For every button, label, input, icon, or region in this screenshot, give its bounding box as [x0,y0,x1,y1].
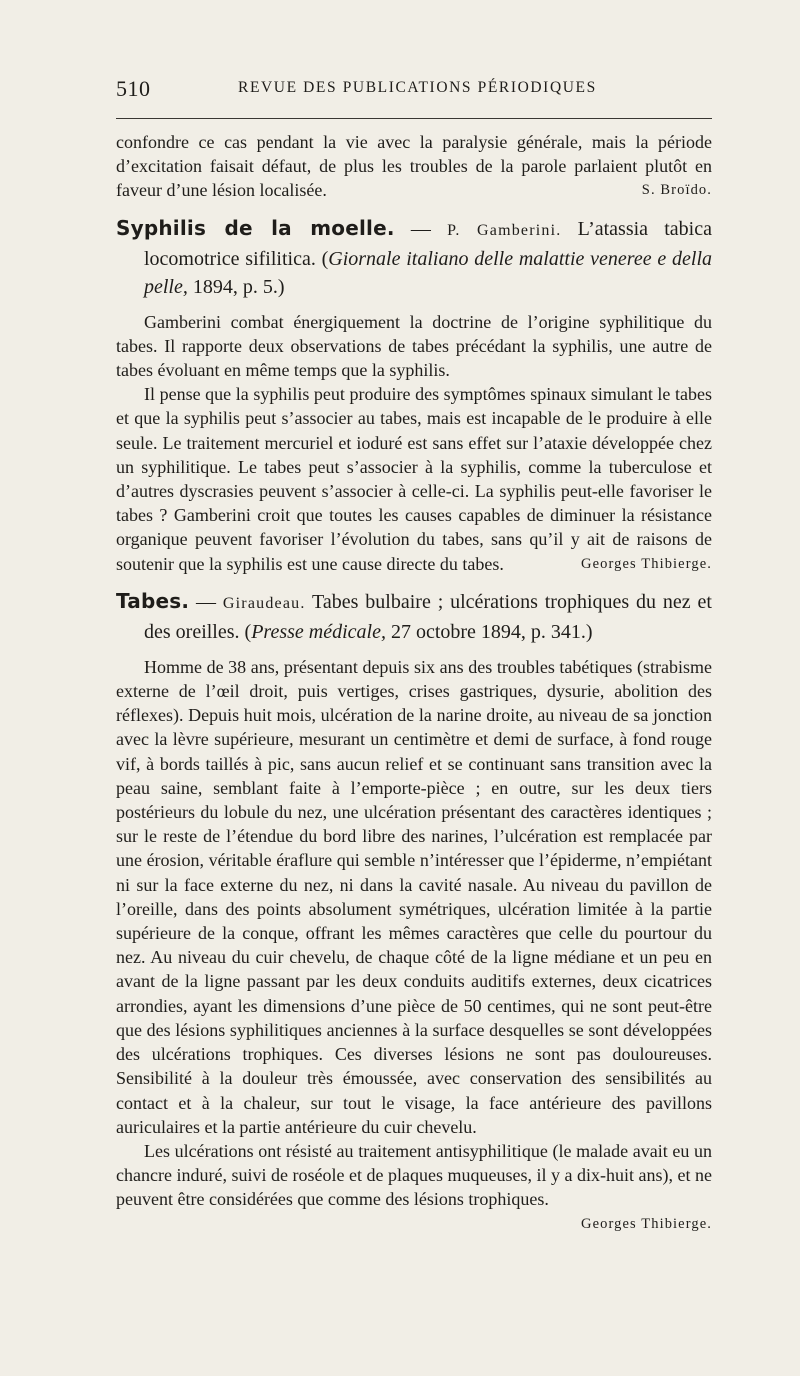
article-heading [116,214,712,301]
body-text: Il pense que la syphilis peut produire des symptômes spinaux simulant le tabes et que la syphilis peut s’associer au tabes, mais est incapable de le produire à elle seule. Le traitement mercuriel et ioduré est sans effet sur l’ataxie développée chez un syphilitique. Le tabes peut s’associer à la syphilis, comme la tuberculose et d’autres dyscrasies peuvent s’associer à celle-ci. La syphilis peut-elle favoriser le tabes ? Gamberini croit que toutes les causes capables de diminuer la résistance organique peuvent favoriser l’évolution du tabes, sans qu’il y ait de raisons de soutenir que la syphilis est une cause directe du tabes. [116,384,712,574]
body-paragraph: Homme de 38 ans, présentant depuis six ans des troubles tabétiques (strabisme externe de l’œil droit, puis vertiges, crises gastriques, dysurie, abolition des réflexes). Depuis huit mois, ulcération de la narine droite, au niveau de sa jonction avec la lèvre supérieure, mesurant un centimètre et demi de surface, à fond rouge vif, à bords taillés à pic, sans aucun relief et se continuant sans transition avec la peau saine, semblant faite à l’emporte-pièce ; en outre, sur les deux tiers postérieurs du lobule du nez, une ulcération présentant des caractères identiques ; sur le reste de l’étendue du bord libre des narines, l’ulcération est remplacée par une érosion, véritable éraflure qui semble n’intéresser que l’épiderme, n’empiétant ni sur la face externe du nez, ni dans la cavité nasale. Au niveau du pavillon de l’oreille, dans des points absolument symétriques, ulcération limitée à la partie supérieure de la conque, offrant les mêmes caractères que celle du pourtour du nez. Au niveau du cuir chevelu, de chaque côté de la ligne médiane et un peu en avant de la ligne passant par les deux conduits auditifs externes, deux cicatrices arrondies, ayant les dimensions d’une pièce de 50 centimes, qui ne sont peut-être que des lésions syphilitiques anciennes à la surface desquelles se sont développées des ulcérations trophiques. Ces diverses lésions ne sont pas douloureuses. Sensibilité à la douleur très émoussée, avec conservation des sensibilités au contact et à la chaleur, sur tout le visage, la face antérieure des pavillons auriculaires et la partie antérieure du cuir chevelu. [116,656,712,1137]
signature: S. Broïdo. [641,182,712,199]
body-paragraph [116,382,712,576]
running-title: REVUE DES PUBLICATIONS PÉRIODIQUES [238,79,597,96]
article-author: P. Gamberini. [447,221,562,239]
heading-dash: — [394,217,448,240]
article-title: L’atassia tabica locomotrice sifilitica. ( [144,217,712,270]
article-title: Tabes bulbaire ; ulcérations trophiques du nez et des oreilles. ( [144,590,712,643]
article-heading [116,587,712,646]
heading-dash: — [189,590,223,613]
journal-name: Giornale italiano delle malattie veneree e della pelle, [144,247,712,298]
body-paragraph: Gamberini combat énergiquement la doctrine de l’origine syphilitique du tabes. Il rapporte deux observations de tabes précédant la syphilis, une autre de tabes évoluant en même temps que la syphilis. [116,311,712,381]
article-reference: 1894, p. 5.) [187,275,285,298]
article-reference: 27 octobre 1894, p. 341.) [385,620,593,643]
signature: Georges Thibierge. [581,555,712,572]
signature: Georges Thibierge. [581,1215,712,1232]
page-header [116,76,712,106]
body-text: Les ulcérations ont résisté au traitement antisyphilitique (le malade avait eu un chancre induré, suivi de roséole et de plaques muqueuses, il y a dix-huit ans), et ne peuvent être considérées que comme des lésions trophiques. [116,1140,712,1210]
header-rule [116,118,712,119]
continuation-text: confondre ce cas pendant la vie avec la paralysie générale, mais la période d’excitation faisait défaut, de plus les troubles de la parole parlaient plutôt en faveur d’une lésion localisée. [116,132,712,201]
page-number: 510 [116,76,151,101]
body-paragraph [116,1139,712,1232]
page-content [116,130,712,1236]
article-term: Tabes. [116,588,190,613]
continuation-paragraph [116,130,712,203]
article-author: Giraudeau. [222,594,306,612]
article-term: Syphilis de la moelle. [116,215,395,240]
journal-name: Presse médicale, [251,620,386,643]
